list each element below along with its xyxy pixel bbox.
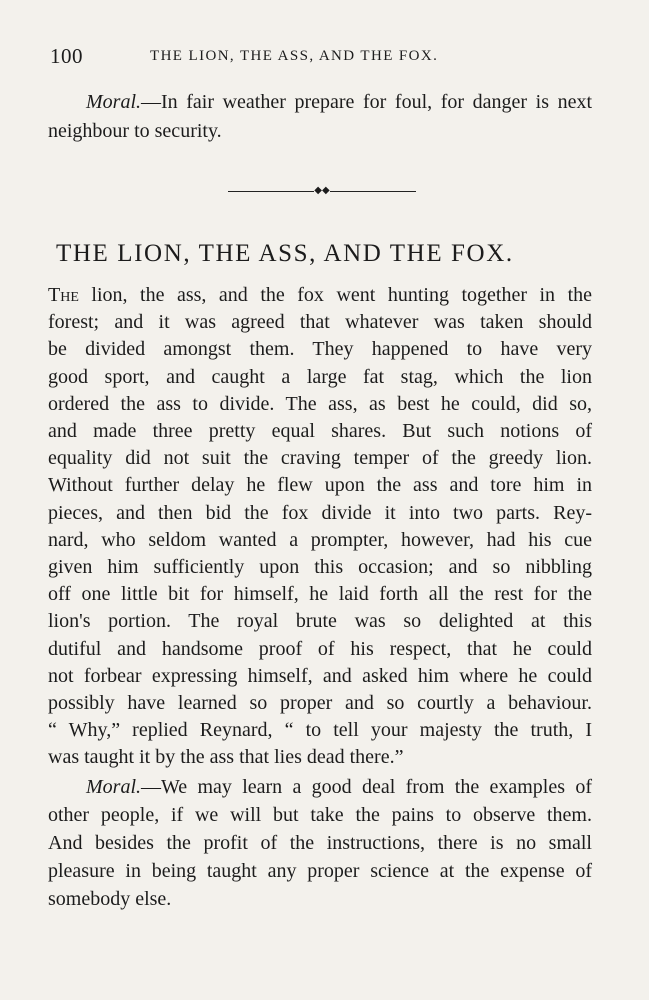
- moral-line: pleasure in being taught any proper science at the expense of: [48, 860, 592, 882]
- fable-moral: [48, 773, 592, 913]
- moral-line: Moral.—We may learn a good deal from the examples of: [86, 776, 592, 798]
- fable-body: [48, 282, 592, 772]
- body-line: and made three pretty equal shares. But such notions of: [48, 420, 592, 443]
- body-line: be divided amongst them. They happened to have very: [48, 338, 592, 361]
- moral-text: —In fair weather prepare for foul, for danger is next neighbour to security.: [48, 91, 592, 142]
- running-title: THE LION, THE ASS, AND THE FOX.: [150, 48, 439, 64]
- previous-fable-moral: [48, 88, 592, 146]
- drop-word: The: [48, 284, 79, 306]
- body-line: nard, who seldom wanted a prompter, however, had his cue: [48, 528, 592, 551]
- body-line: was taught it by the ass that lies dead there.”: [48, 746, 404, 769]
- body-line: pieces, and then bid the fox divide it into two parts. Rey-: [48, 501, 592, 524]
- moral-label: Moral.: [86, 91, 141, 113]
- divider-ornament: ◆◆: [314, 185, 330, 196]
- moral-label: Moral.: [86, 776, 141, 798]
- moral-line: other people, if we will but take the pains to observe them.: [48, 804, 592, 826]
- divider-rule-right: [330, 191, 416, 192]
- body-line: The lion, the ass, and the fox went hunting together in the: [48, 284, 592, 306]
- moral-line: And besides the profit of the instructions, there is no small: [48, 832, 592, 854]
- body-line: off one little bit for himself, he laid forth all the rest for the: [48, 583, 592, 606]
- body-line: “ Why,” replied Reynard, “ to tell your majesty the truth, I: [48, 719, 592, 742]
- divider-rule-left: [228, 191, 314, 192]
- body-line: dutiful and handsome proof of his respect, that he could: [48, 637, 592, 660]
- fable-title: THE LION, THE ASS, AND THE FOX.: [56, 240, 514, 267]
- body-line: forest; and it was agreed that whatever was taken should: [48, 311, 592, 334]
- moral-line: somebody else.: [48, 888, 172, 910]
- body-line: Without further delay he flew upon the ass and tore him in: [48, 474, 592, 497]
- body-line: ordered the ass to divide. The ass, as best he could, did so,: [48, 392, 592, 415]
- body-line: good sport, and caught a large fat stag, which the lion: [48, 365, 592, 388]
- body-line: lion's portion. The royal brute was so delighted at this: [48, 610, 592, 633]
- body-line: equality did not suit the craving temper of the greedy lion.: [48, 447, 592, 470]
- page-number: 100: [50, 44, 83, 68]
- section-divider: [228, 185, 416, 196]
- body-line: given him sufficiently upon this occasion; and so nibbling: [48, 556, 592, 579]
- body-line: possibly have learned so proper and so courtly a behaviour.: [48, 692, 592, 715]
- body-line: not forbear expressing himself, and asked him where he could: [48, 664, 592, 687]
- running-header: [50, 44, 590, 72]
